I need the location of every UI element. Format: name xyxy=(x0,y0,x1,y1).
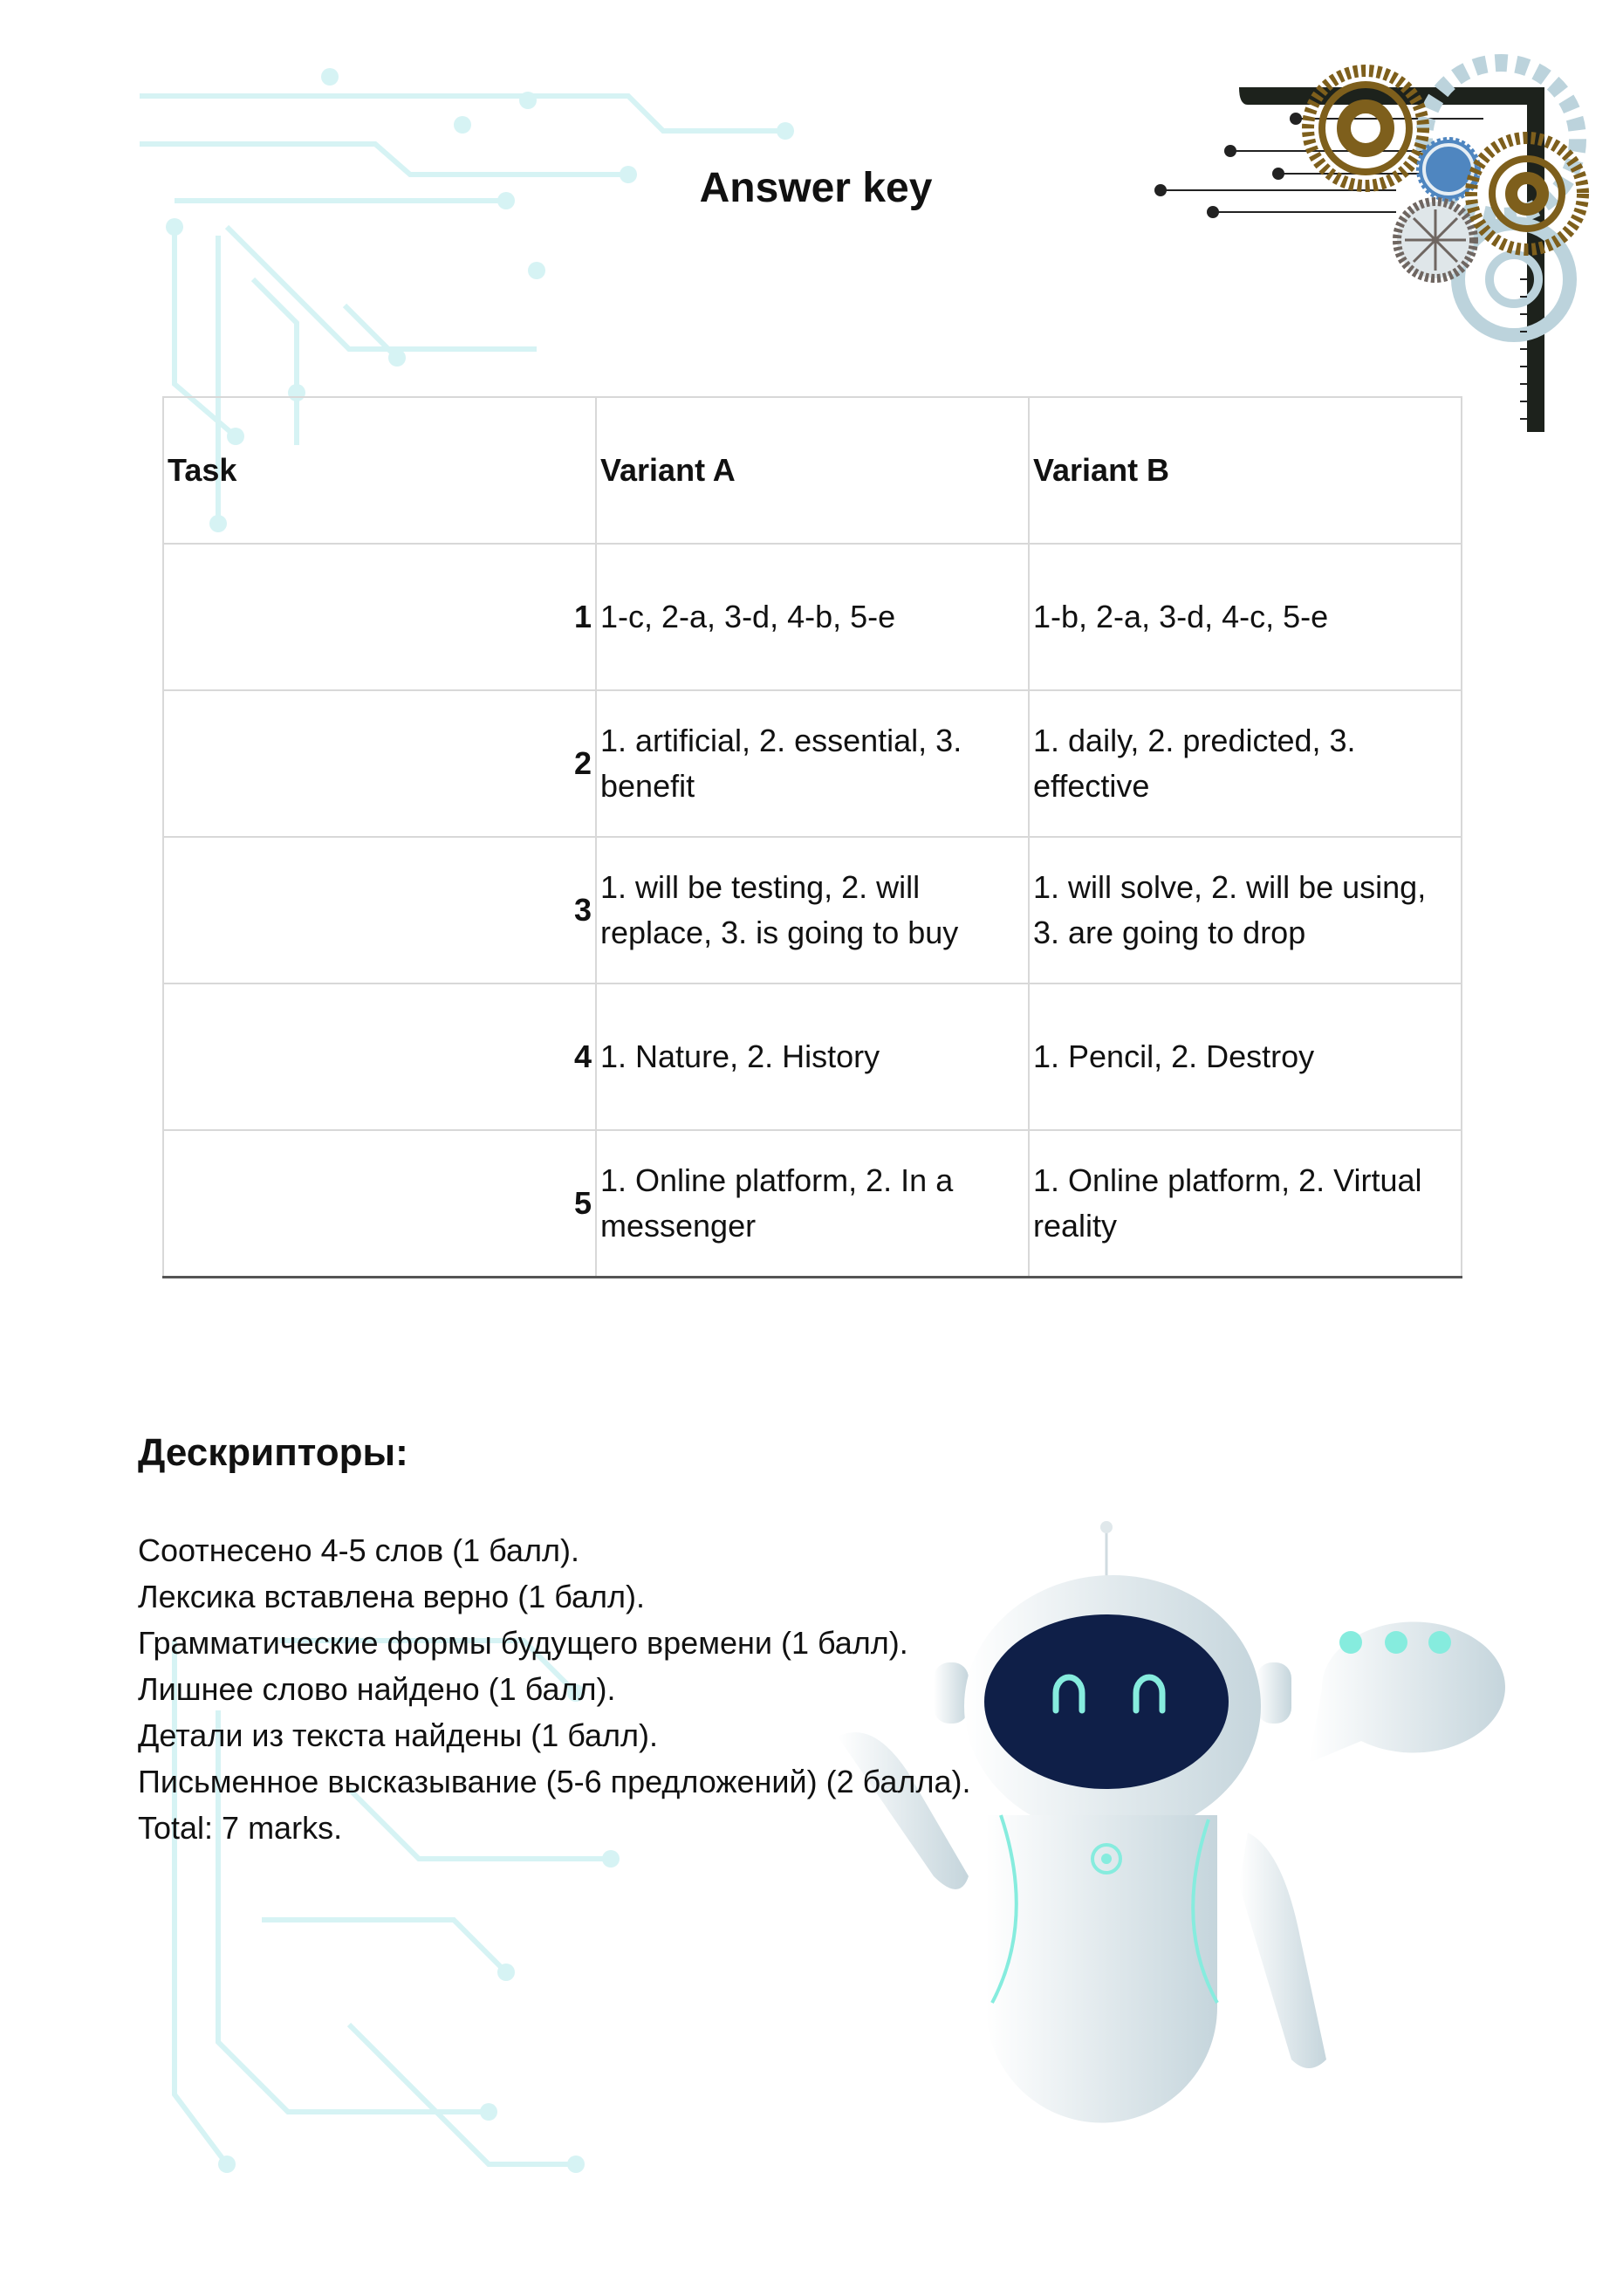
task-number: 1 xyxy=(163,544,596,690)
variant-a-answer: 1. will be testing, 2. will replace, 3. is going to buy xyxy=(596,837,1029,984)
total-marks: Total: 7 marks. xyxy=(138,1810,343,1846)
task-number: 5 xyxy=(163,1130,596,1278)
header-task: Task xyxy=(163,397,596,544)
header-variant-b: Variant B xyxy=(1029,397,1462,544)
header-variant-a: Variant A xyxy=(596,397,1029,544)
descriptor-line: Лишнее слово найдено (1 балл). xyxy=(138,1671,616,1707)
task-number: 2 xyxy=(163,690,596,837)
descriptor-line: Соотнесено 4-5 слов (1 балл). xyxy=(138,1532,579,1568)
variant-a-answer: 1-c, 2-a, 3-d, 4-b, 5-e xyxy=(596,544,1029,690)
descriptors-section xyxy=(138,1431,970,1851)
variant-a-answer: 1. Nature, 2. History xyxy=(596,984,1029,1130)
variant-b-answer: 1. Pencil, 2. Destroy xyxy=(1029,984,1462,1130)
descriptor-line: Лексика вставлена верно (1 балл). xyxy=(138,1579,646,1614)
descriptor-line: Письменное высказывание (5-6 предложений) (2 балла). xyxy=(138,1764,971,1799)
variant-a-answer: 1. Online platform, 2. In a messenger xyxy=(596,1130,1029,1278)
variant-b-answer: 1. Online platform, 2. Virtual reality xyxy=(1029,1130,1462,1278)
variant-b-answer: 1. will solve, 2. will be using, 3. are going to drop xyxy=(1029,837,1462,984)
page-title: Answer key xyxy=(699,165,933,211)
descriptor-line: Грамматические формы будущего времени (1 балл). xyxy=(138,1625,908,1661)
variant-b-answer: 1. daily, 2. predicted, 3. effective xyxy=(1029,690,1462,837)
task-number: 3 xyxy=(163,837,596,984)
task-number: 4 xyxy=(163,984,596,1130)
descriptor-line: Детали из текста найдены (1 балл). xyxy=(138,1717,659,1753)
descriptors-heading: Дескрипторы: xyxy=(138,1431,408,1474)
variant-b-answer: 1-b, 2-a, 3-d, 4-c, 5-e xyxy=(1029,544,1462,690)
variant-a-answer: 1. artificial, 2. essential, 3. benefit xyxy=(596,690,1029,837)
